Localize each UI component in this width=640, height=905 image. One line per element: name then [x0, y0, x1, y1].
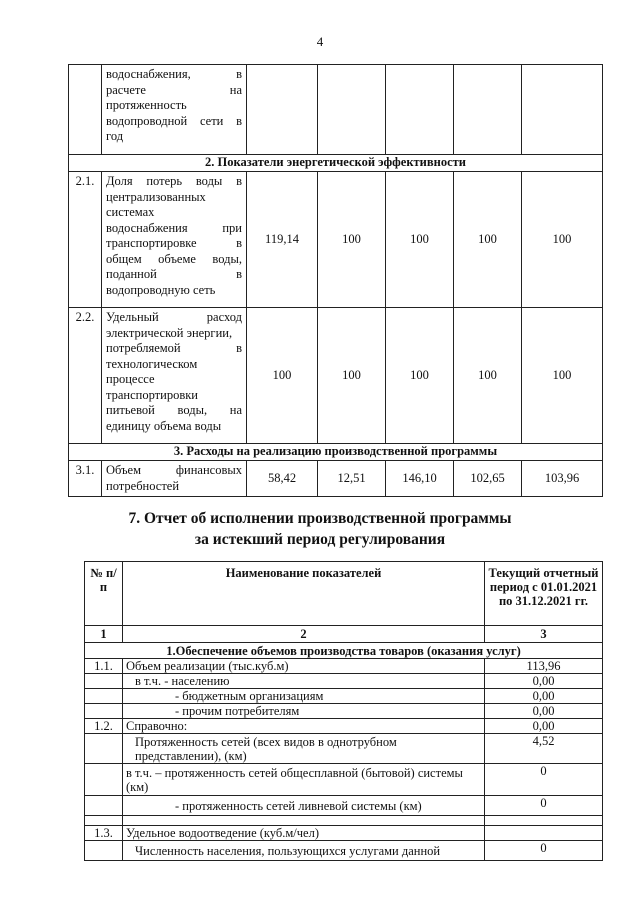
table-row	[85, 704, 603, 719]
value-cell	[454, 65, 522, 155]
row-number-cell	[69, 65, 102, 155]
indicator-name	[123, 816, 485, 826]
value-cell: 100	[454, 172, 522, 308]
value-cell: 100	[522, 308, 603, 444]
table-row	[85, 826, 603, 841]
value-cell: 100	[318, 172, 386, 308]
desc-line: потребностей	[106, 478, 180, 493]
value-cell: 103,96	[522, 461, 603, 497]
desc-line: централизованных	[106, 189, 206, 204]
indicator-name: Справочно:	[123, 719, 485, 734]
indicator-value: 0	[485, 796, 603, 816]
indicator-description	[102, 461, 247, 497]
desc-line: водоснабжения, в	[106, 67, 242, 81]
indicator-value: 0,00	[485, 689, 603, 704]
indicator-value: 4,52	[485, 734, 603, 764]
value-cell: 102,65	[454, 461, 522, 497]
desc-line: потребляемой в	[106, 341, 242, 355]
indicator-name: - протяженность сетей ливневой системы (км)	[123, 796, 485, 816]
desc-line: транспортировке в	[106, 236, 242, 250]
value-cell: 100	[386, 308, 454, 444]
value-cell	[386, 65, 454, 155]
table-row	[85, 764, 603, 796]
indicator-value: 0,00	[485, 704, 603, 719]
row-number-cell: 1.1.	[85, 659, 123, 674]
desc-line: водопроводную сеть	[106, 282, 216, 297]
row-number-cell: 3.1.	[69, 461, 102, 497]
desc-line: водопроводной сети в	[106, 113, 242, 128]
value-cell: 100	[247, 308, 318, 444]
performance-indicators-table	[68, 64, 603, 497]
table-row	[69, 172, 603, 308]
value-cell	[522, 65, 603, 155]
column-number: 1	[85, 626, 123, 643]
section-row	[69, 444, 603, 461]
row-number-cell	[85, 841, 123, 861]
value-cell: 119,14	[247, 172, 318, 308]
desc-line: Удельный расход	[106, 310, 242, 324]
program-report-table	[84, 561, 603, 861]
indicator-name: Численность населения, пользующихся услугами данной	[123, 841, 485, 861]
indicator-name: в т.ч. - населению	[123, 674, 485, 689]
table-row	[85, 816, 603, 826]
desc-line: Объем финансовых	[106, 463, 242, 477]
indicator-value: 0	[485, 841, 603, 861]
report-rows	[85, 659, 603, 861]
section-title: 1.Обеспечение объемов производства товаров (оказания услуг)	[85, 643, 603, 659]
indicator-value: 113,96	[485, 659, 603, 674]
desc-line: системах	[106, 205, 155, 219]
row-number-cell: 2.1.	[69, 172, 102, 308]
table-row	[85, 796, 603, 816]
column-number: 2	[123, 626, 485, 643]
value-cell: 100	[522, 172, 603, 308]
table-row	[85, 719, 603, 734]
desc-line: Доля потерь воды в	[106, 174, 242, 188]
value-cell: 100	[386, 172, 454, 308]
indicator-value: 0	[485, 764, 603, 796]
header-name: Наименование показателей	[123, 562, 485, 626]
indicator-description	[102, 65, 247, 155]
desc-line: поданной в	[106, 267, 242, 281]
section-title: 2. Показатели энергетической эффективности	[69, 155, 603, 172]
row-number-cell	[85, 796, 123, 816]
value-cell: 100	[318, 308, 386, 444]
column-number: 3	[485, 626, 603, 643]
desc-line: технологическом	[106, 356, 198, 371]
row-number-cell	[85, 674, 123, 689]
indicator-name: Удельное водоотведение (куб.м/чел)	[123, 826, 485, 841]
indicator-name: Объем реализации (тыс.куб.м)	[123, 659, 485, 674]
table-row	[85, 689, 603, 704]
row-number-cell	[85, 764, 123, 796]
desc-line: год	[106, 129, 124, 143]
table-row	[85, 674, 603, 689]
page-number: 4	[316, 34, 324, 49]
value-cell: 100	[454, 308, 522, 444]
indicator-value	[485, 816, 603, 826]
section-title: 3. Расходы на реализацию производственной программы	[69, 444, 603, 461]
row-number-cell: 2.2.	[69, 308, 102, 444]
section-subheading: за истекший период регулирования	[194, 531, 446, 548]
indicator-name: - прочим потребителям	[123, 704, 485, 719]
header-number: № п/п	[85, 562, 123, 626]
value-cell	[247, 65, 318, 155]
indicator-value: 0,00	[485, 674, 603, 689]
indicator-description	[102, 308, 247, 444]
section-row	[69, 155, 603, 172]
indicator-name: - бюджетным организациям	[123, 689, 485, 704]
header-row	[85, 562, 603, 626]
table-row	[85, 659, 603, 674]
desc-line: расчете на	[106, 82, 242, 97]
row-number-cell	[85, 734, 123, 764]
desc-line: процессе	[106, 372, 155, 386]
row-number-cell	[85, 816, 123, 826]
value-cell: 12,51	[318, 461, 386, 497]
row-number-cell	[85, 704, 123, 719]
indicator-name: в т.ч. – протяженность сетей общесплавной (бытовой) системы (км)	[123, 764, 485, 796]
desc-line: водоснабжения при	[106, 220, 242, 235]
desc-line: протяженность	[106, 98, 187, 112]
indicator-description	[102, 172, 247, 308]
indicator-value	[485, 826, 603, 841]
value-cell: 58,42	[247, 461, 318, 497]
desc-line: электрической энергии,	[106, 325, 233, 340]
desc-line: транспортировки	[106, 387, 198, 402]
indicator-name: Протяженность сетей (всех видов в однотрубном представлении), (км)	[123, 734, 485, 764]
table-row	[69, 308, 603, 444]
table-row	[85, 841, 603, 861]
column-number-row	[85, 626, 603, 643]
row-number-cell: 1.3.	[85, 826, 123, 841]
desc-line: общем объеме воды,	[106, 251, 242, 266]
value-cell: 146,10	[386, 461, 454, 497]
table-row	[69, 65, 603, 155]
desc-line: питьевой воды, на	[106, 403, 242, 417]
row-number-cell: 1.2.	[85, 719, 123, 734]
value-cell	[318, 65, 386, 155]
header-period: Текущий отчетный период с 01.01.2021 по 31.12.2021 гг.	[485, 562, 603, 626]
table-row	[85, 734, 603, 764]
indicator-value: 0,00	[485, 719, 603, 734]
section-heading: 7. Отчет об исполнении производственной программы	[128, 510, 512, 527]
table-row	[69, 461, 603, 497]
section-row	[85, 643, 603, 659]
row-number-cell	[85, 689, 123, 704]
desc-line: единицу объема воды	[106, 418, 222, 433]
